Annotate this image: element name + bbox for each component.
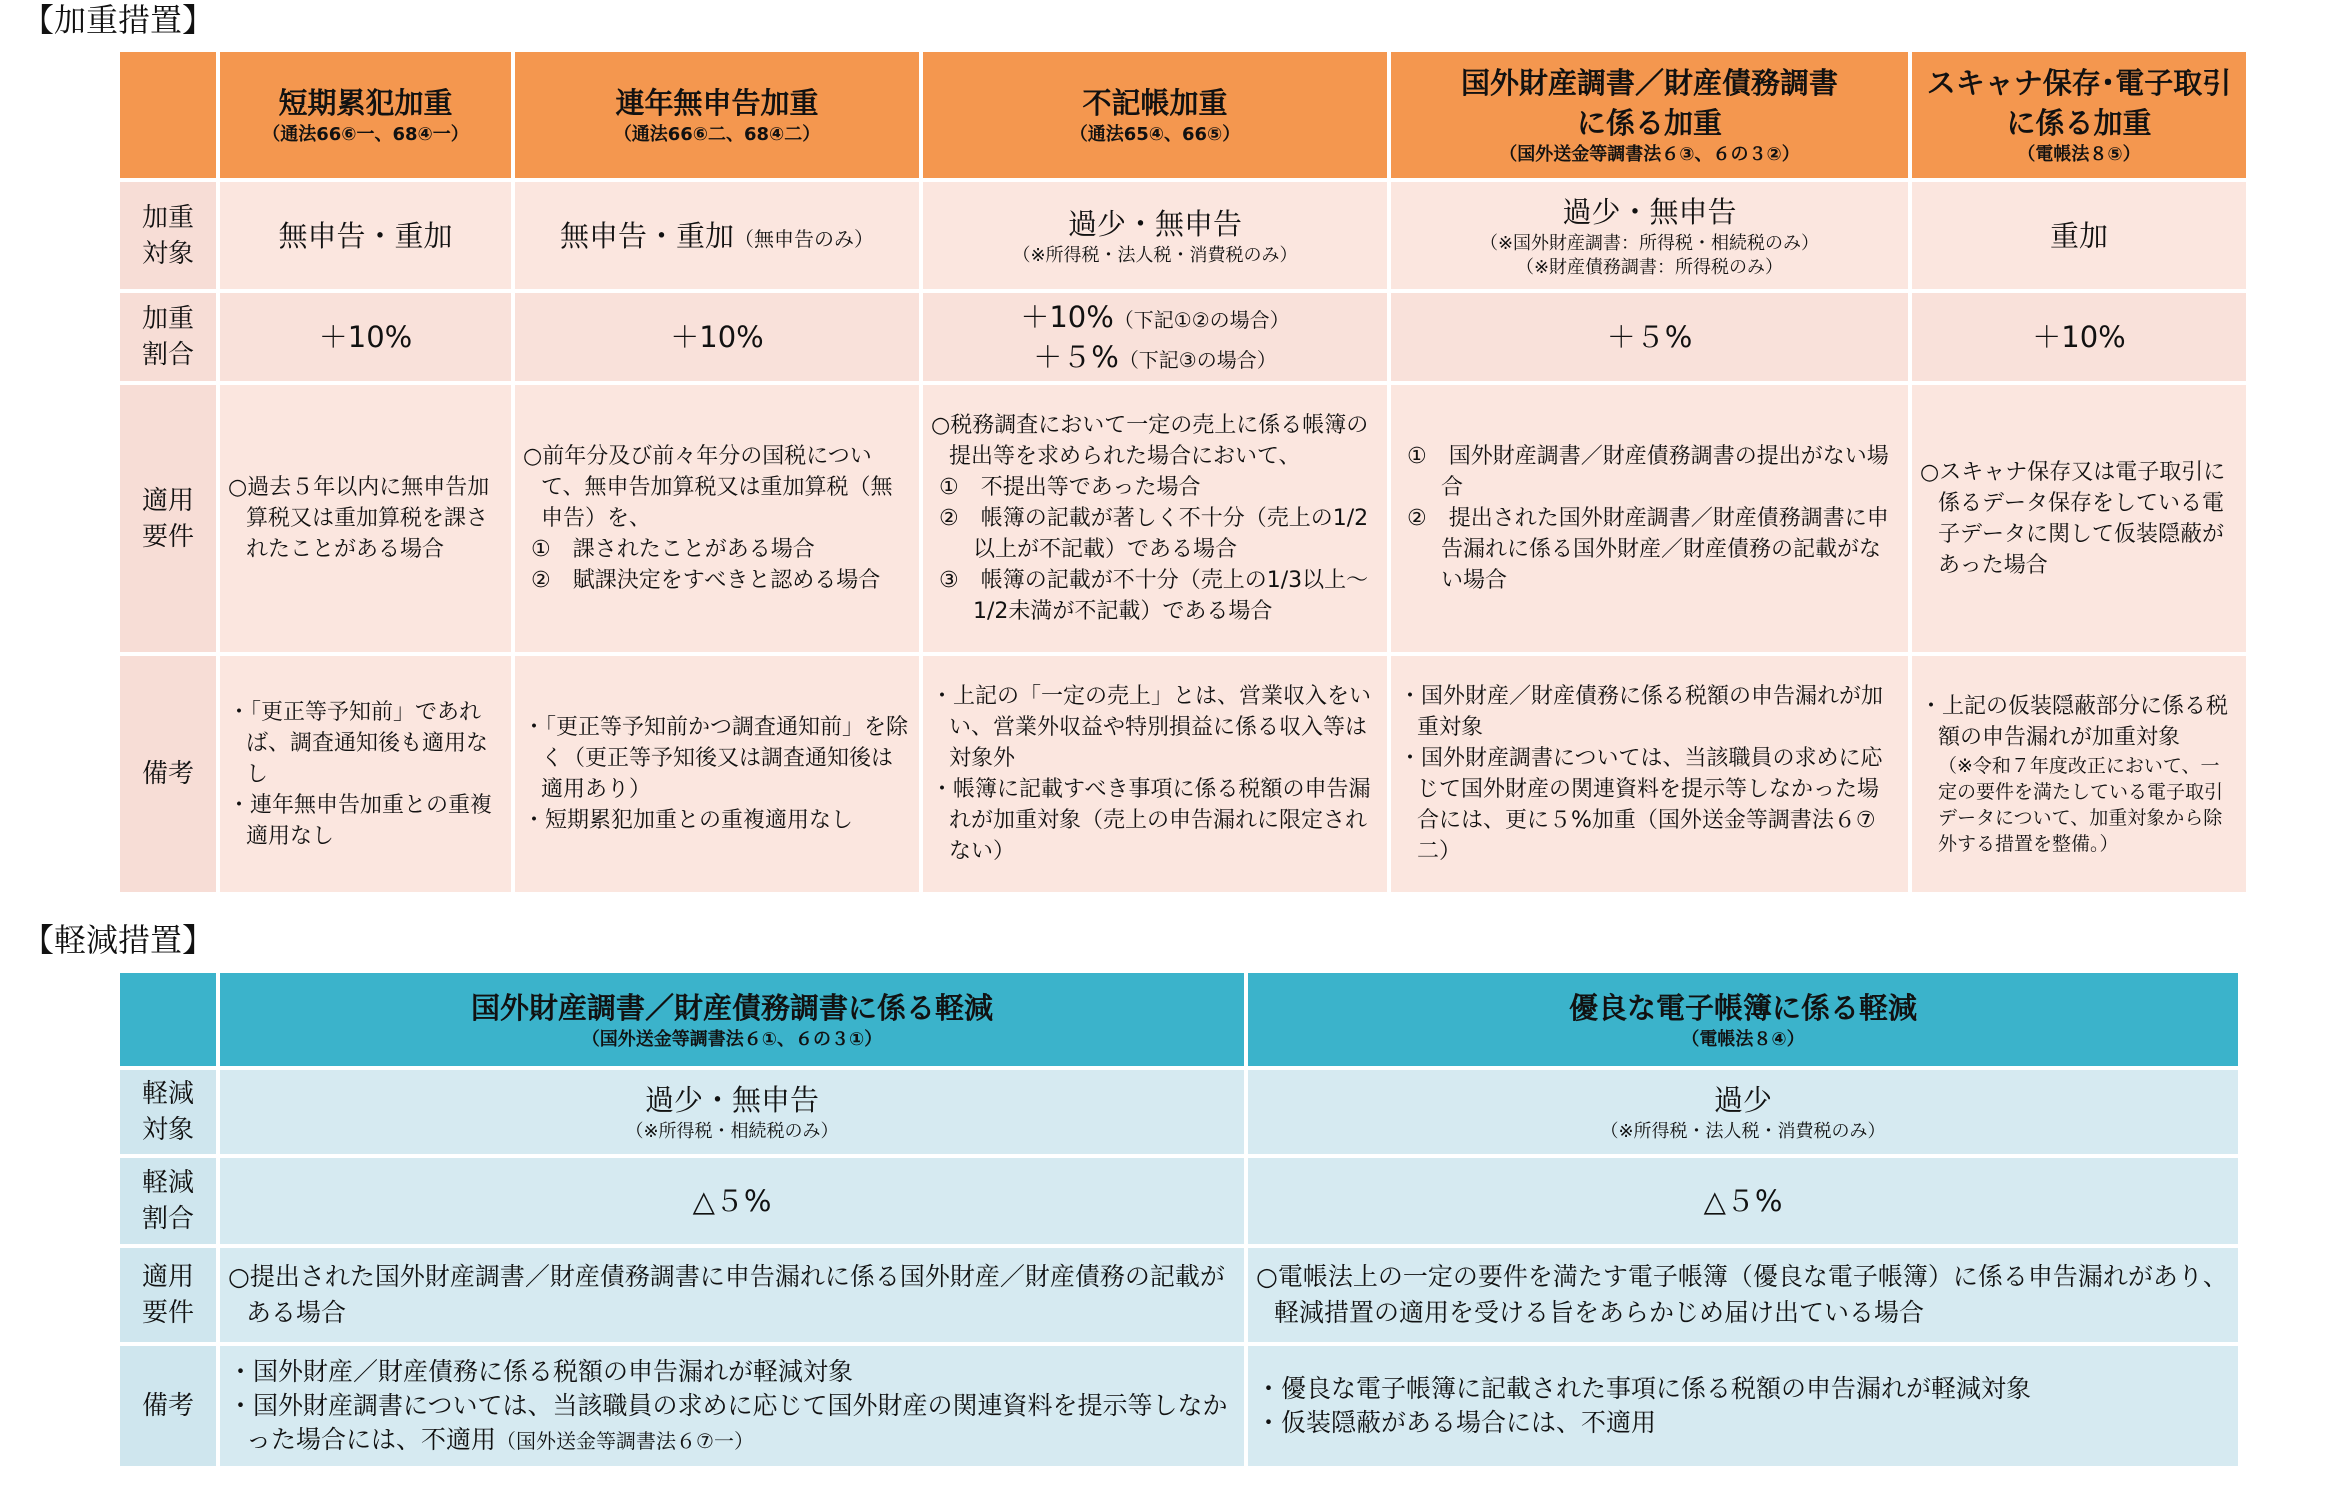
header-foreign-assets-report: 国外財産調書／財産債務調書 に係る加重 （国外送金等調書法６③、６の３②）	[1391, 52, 1908, 178]
rate-c4: ＋５%	[1391, 293, 1908, 381]
header-no-bookkeeping: 不記帳加重 （通法65④、66⑤）	[923, 52, 1387, 178]
target-c5: 重加	[1912, 182, 2246, 289]
aggravated-table	[116, 48, 2250, 896]
header-e-book-mitigation: 優良な電子帳簿に係る軽減 （電帳法８④）	[1248, 973, 2238, 1066]
mit-remarks-c2: ・優良な電子帳簿に記載された事項に係る税額の申告漏れが軽減対象 ・仮装隠蔽がある場合には、不適用	[1248, 1346, 2238, 1466]
mit-req-c2: ○電帳法上の一定の要件を満たす電子帳簿（優良な電子帳簿）に係る申告漏れがあり、軽減措置の適用を受ける旨をあらかじめ届け出ている場合	[1248, 1248, 2238, 1342]
mitigation-table	[116, 969, 2242, 1470]
row-label-requirements: 適用 要件	[120, 385, 216, 652]
mit-target-c2: 過少 （※所得税・法人税・消費税のみ）	[1248, 1070, 2238, 1154]
mit-rate-c2: △５%	[1248, 1158, 2238, 1244]
remarks-c5: ・上記の仮装隠蔽部分に係る税額の申告漏れが加重対象 （※令和７年度改正において、一定の要件を満たしている電子取引データについて、加重対象から除外する措置を整備。）	[1912, 656, 2246, 892]
row-label-remarks-2: 備考	[120, 1346, 216, 1466]
row-label-remarks: 備考	[120, 656, 216, 892]
remarks-c4: ・国外財産／財産債務に係る税額の申告漏れが加重対象 ・国外財産調書については、当該職員の求めに応じて国外財産の関連資料を提示等しなかった場合には、更に５%加重（国外送金等調書法６⑦二）	[1391, 656, 1908, 892]
req-c1: ○過去５年以内に無申告加算税又は重加算税を課されたことがある場合	[220, 385, 511, 652]
target-c4: 過少・無申告 （※国外財産調書：所得税・相続税のみ） （※財産債務調書：所得税のみ）	[1391, 182, 1908, 289]
mitigation-section-title: 【軽減措置】	[22, 921, 215, 959]
row-label-target-2: 軽減 対象	[120, 1070, 216, 1154]
rate-c2: ＋10%	[515, 293, 919, 381]
row-label-rate: 加重 割合	[120, 293, 216, 381]
mit-rate-c1: △５%	[220, 1158, 1244, 1244]
rate-c3: ＋10%（下記①②の場合） ＋５%（下記③の場合）	[923, 293, 1387, 381]
aggravated-section-title: 【加重措置】	[22, 1, 215, 39]
remarks-c3: ・上記の「一定の売上」とは、営業収入をいい、営業外収益や特別損益に係る収入等は対象外 ・帳簿に記載すべき事項に係る税額の申告漏れが加重対象（売上の申告漏れに限定されない）	[923, 656, 1387, 892]
target-c1: 無申告・重加	[220, 182, 511, 289]
rate-c5: ＋10%	[1912, 293, 2246, 381]
remarks-c1: ・「更正等予知前」であれば、調査通知後も適用なし ・連年無申告加重との重複適用なし	[220, 656, 511, 892]
mit-remarks-c1: ・国外財産／財産債務に係る税額の申告漏れが軽減対象 ・国外財産調書については、当該職員の求めに応じて国外財産の関連資料を提示等しなかった場合には、不適用（国外送金等調書法６⑦一）	[220, 1346, 1244, 1466]
mit-req-c1: ○提出された国外財産調書／財産債務調書に申告漏れに係る国外財産／財産債務の記載がある場合	[220, 1248, 1244, 1342]
header-corner	[120, 52, 216, 178]
req-c3: ○税務調査において一定の売上に係る帳簿の提出等を求められた場合において、 ① 不提出等であった場合 ② 帳簿の記載が著しく不十分（売上の1/2以上が不記載）である場合 ③ 帳簿の記載が不十分（売上の1/3以上～1/2未満が不記載）である場合	[923, 385, 1387, 652]
header-foreign-assets-mitigation: 国外財産調書／財産債務調書に係る軽減 （国外送金等調書法６①、６の３①）	[220, 973, 1244, 1066]
remarks-c2: ・「更正等予知前かつ調査通知前」を除く（更正等予知後又は調査通知後は適用あり） ・短期累犯加重との重複適用なし	[515, 656, 919, 892]
target-c2: 無申告・重加（無申告のみ）	[515, 182, 919, 289]
req-c4: ① 国外財産調書／財産債務調書の提出がない場合 ② 提出された国外財産調書／財産債務調書に申告漏れに係る国外財産／財産債務の記載がない場合	[1391, 385, 1908, 652]
mit-target-c1: 過少・無申告 （※所得税・相続税のみ）	[220, 1070, 1244, 1154]
target-c3: 過少・無申告 （※所得税・法人税・消費税のみ）	[923, 182, 1387, 289]
req-c2: ○前年分及び前々年分の国税について、無申告加算税又は重加算税（無申告）を、 ① 課されたことがある場合 ② 賦課決定をすべきと認める場合	[515, 385, 919, 652]
req-c5: ○スキャナ保存又は電子取引に係るデータ保存をしている電子データに関して仮装隠蔽があった場合	[1912, 385, 2246, 652]
header-corner-2	[120, 973, 216, 1066]
rate-c1: ＋10%	[220, 293, 511, 381]
header-scanner-electronic: スキャナ保存･電子取引 に係る加重 （電帳法８⑤）	[1912, 52, 2246, 178]
row-label-target: 加重 対象	[120, 182, 216, 289]
header-short-term-repeat: 短期累犯加重 （通法66⑥一、68④一）	[220, 52, 511, 178]
row-label-rate-2: 軽減 割合	[120, 1158, 216, 1244]
header-consecutive-non-filing: 連年無申告加重 （通法66⑥二、68④二）	[515, 52, 919, 178]
row-label-requirements-2: 適用 要件	[120, 1248, 216, 1342]
